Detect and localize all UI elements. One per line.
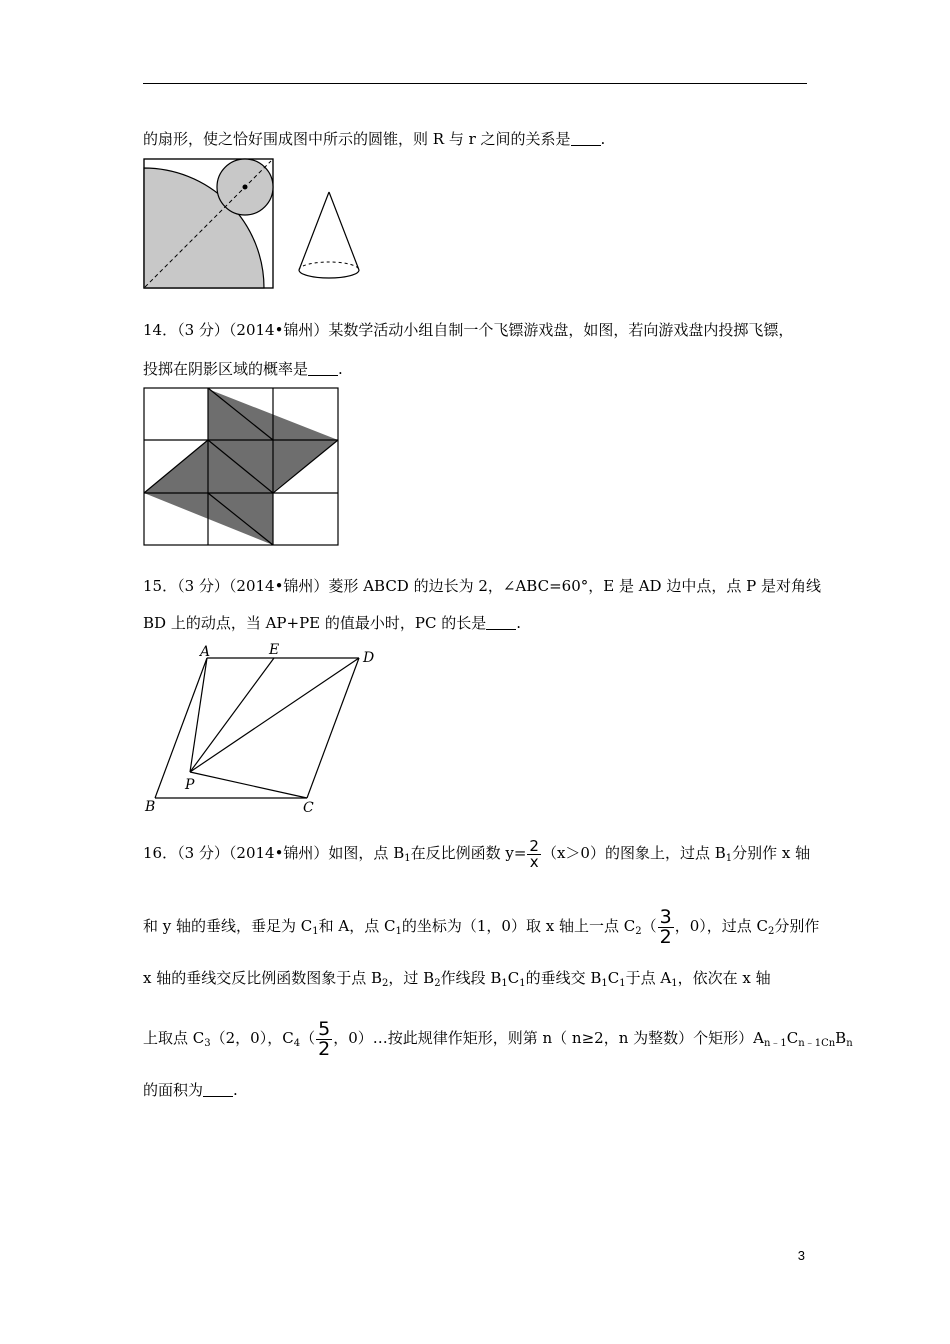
q16-line5: 的面积为 . bbox=[143, 1081, 238, 1099]
label-a: A bbox=[200, 644, 211, 660]
q16-line4: 上取点 $C_3(2$，0），$C_4$（ $\frac{5}{2}$ ，0）…按此规律作矩形，则第 n（ n≥2，n 为整数）个矩形）$A_{n﹣1}C_{n﹣1Cn}B_n$ bbox=[143, 1017, 853, 1060]
label-d: D bbox=[363, 650, 375, 666]
answer-blank bbox=[571, 131, 601, 146]
cone-base-back bbox=[299, 262, 359, 270]
answer-blank bbox=[486, 615, 516, 630]
circle-center-dot bbox=[243, 185, 248, 190]
q14-line1: 14．（3 分）（2014•锦州）某数学活动小组自制一个飞镖游戏盘，如图，若向游戏盘内投掷飞镖， bbox=[143, 321, 794, 339]
q16-line1: 16．（3 分）（2014•锦州）如图，点 $B_1$在反比例函数 y= $\frac{2}{x}$ （x＞0）的图象上，过点 $B_1$分别作 x 轴 bbox=[143, 836, 811, 871]
page-number: 3 bbox=[797, 1248, 805, 1263]
cone-base-front bbox=[299, 270, 359, 278]
q13-figure bbox=[143, 158, 365, 290]
q16-line2: 和 y 轴的垂线，垂足为 $C_1$和 A，点 $C_1$的坐标为（1，0）取 x 轴上一点 $C_2$（ $\frac{3}{2}$ ，0），过点 $C_2$分别作 bbox=[143, 905, 820, 948]
label-c: C bbox=[303, 800, 314, 816]
q16-line3: x 轴的垂线交反比例函数图象于点 $B_2$，过 $B_2$作线段 $B_1C_1$的垂线交 $B_1C_1$于点 $A_1$，依次在 x 轴 bbox=[143, 969, 771, 989]
fraction-5-over-2: $\frac{5}{2}$ bbox=[318, 1017, 331, 1060]
q13-text: 的扇形，使之恰好围成图中所示的圆锥，则 R 与 r 之间的关系是 . bbox=[143, 130, 606, 148]
answer-blank bbox=[308, 361, 338, 376]
cone-right-edge bbox=[329, 192, 359, 270]
label-e: E bbox=[269, 642, 280, 658]
label-p: P bbox=[185, 777, 195, 793]
cone-left-edge bbox=[299, 192, 329, 270]
q15-line1: 15．（3 分）（2014•锦州）菱形 ABCD 的边长为 2，∠ABC=60°，E 是 AD 边中点，点 P 是对角线 bbox=[143, 577, 821, 595]
fraction-2-over-x: $\frac{2}{x}$ bbox=[529, 836, 539, 871]
q15-rhombus-figure bbox=[143, 640, 383, 818]
label-b: B bbox=[145, 799, 156, 815]
q15-line2: BD 上的动点，当 AP+PE 的值最小时，PC 的长是 . bbox=[143, 614, 522, 632]
q14-dartboard-figure bbox=[143, 387, 341, 549]
answer-blank bbox=[203, 1082, 233, 1097]
header-rule bbox=[143, 83, 807, 84]
fraction-3-over-2: $\frac{3}{2}$ bbox=[659, 905, 672, 948]
q14-line2: 投掷在阴影区域的概率是 . bbox=[143, 360, 343, 378]
